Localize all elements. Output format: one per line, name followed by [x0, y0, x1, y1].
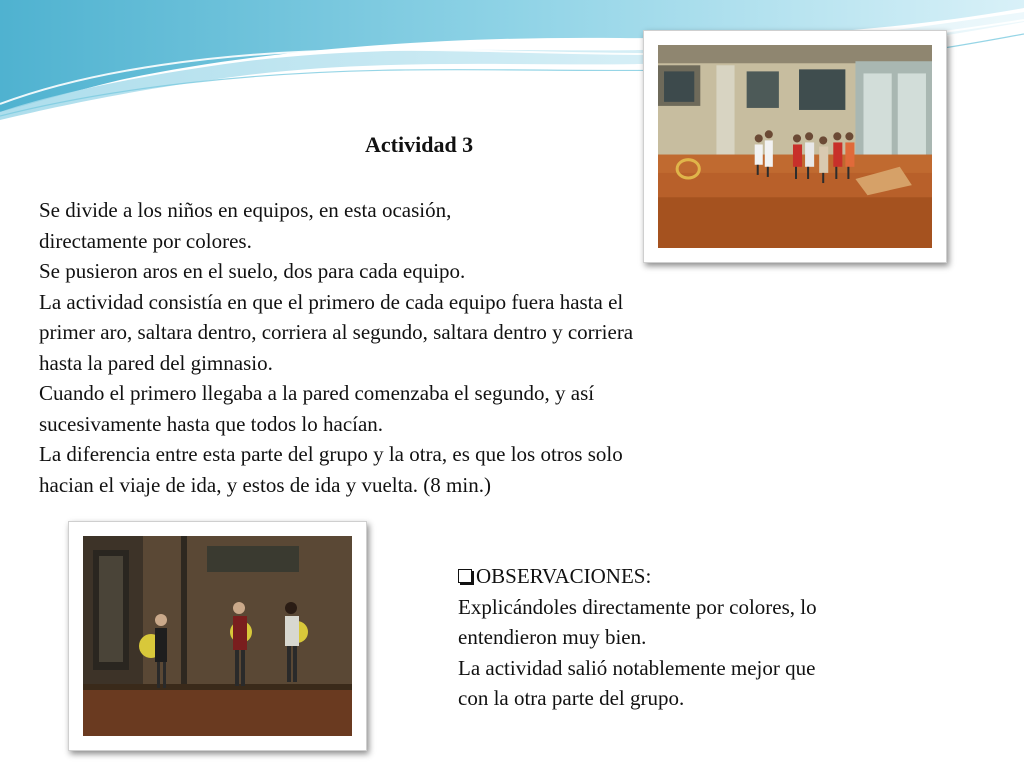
description-line: Cuando el primero llegaba a la pared comenzaba el segundo, y así	[39, 381, 595, 405]
observation-line: con la otra parte del grupo.	[458, 686, 685, 710]
description-line: La actividad consistía en que el primero de cada equipo fuera hasta el	[39, 289, 624, 314]
top-photo-frame	[643, 30, 947, 263]
observation-line: Explicándoles directamente por colores, lo	[458, 594, 817, 619]
description-line: sucesivamente hasta que todos lo hacían.	[39, 411, 384, 436]
description-line: La diferencia entre esta parte del grupo y la otra, es que los otros solo	[39, 442, 623, 466]
bottom-photo-frame	[68, 521, 367, 751]
description-line: hasta la pared del gimnasio.	[39, 350, 273, 375]
observation-line: La actividad salió notablemente mejor que	[458, 655, 816, 680]
description-line: directamente por colores.	[39, 228, 252, 253]
description-line: hacian el viaje de ida, y estos de ida y vuelta. (8 min.)	[39, 472, 491, 497]
observations-heading: OBSERVACIONES:	[458, 561, 938, 592]
description-line: Se divide a los niños en equipos, en esta ocasión,	[39, 198, 452, 222]
children-lined-up-in-gym-photo	[658, 45, 932, 248]
description-line: Se pusieron aros en el suelo, dos para cada equipo.	[39, 259, 466, 283]
checkbox-bullet-icon	[458, 569, 472, 583]
observations-block	[458, 561, 938, 714]
children-holding-balls-photo	[83, 536, 352, 736]
slide-title: Actividad 3	[365, 132, 474, 157]
observation-line: entendieron muy bien.	[458, 625, 647, 649]
description-line: primer aro, saltara dentro, corriera al segundo, saltara dentro y corriera	[39, 320, 634, 344]
